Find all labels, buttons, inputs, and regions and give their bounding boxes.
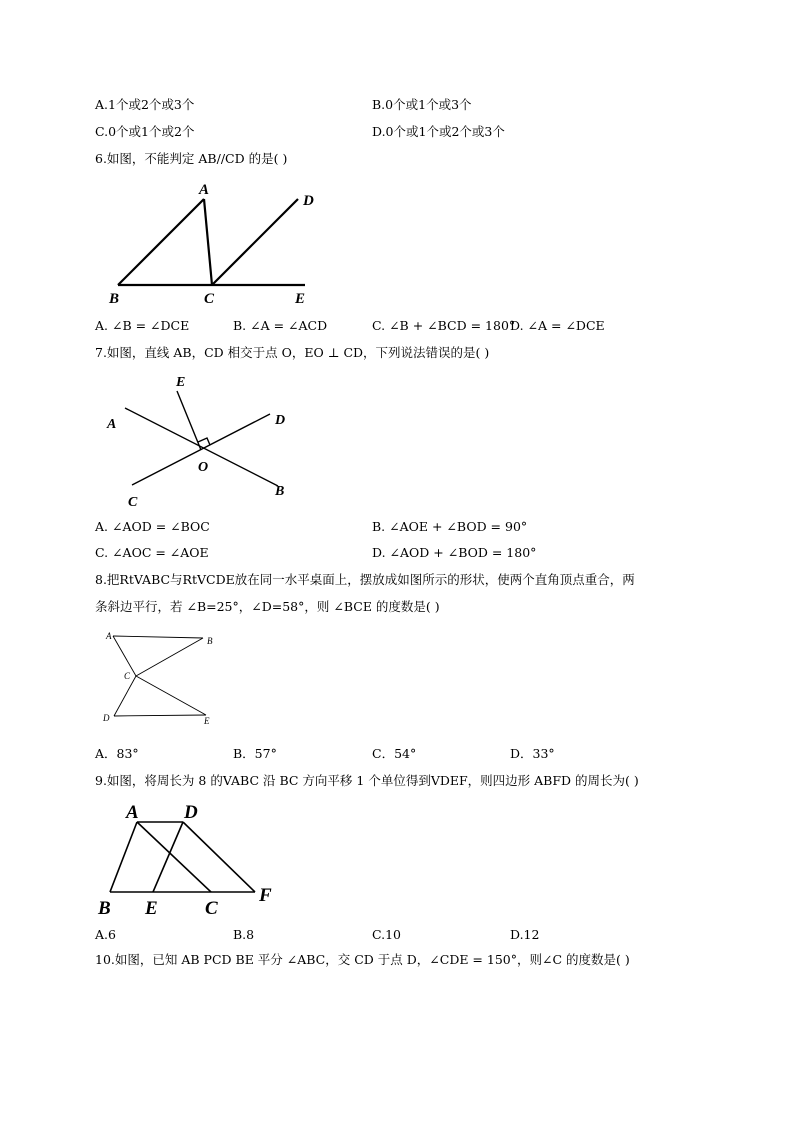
q7-option-b: B. ∠AOE + ∠BOD = 90°	[372, 519, 528, 534]
q8-option-a: A．83°	[95, 746, 139, 761]
q5-option-b: B.0个或1个或3个	[372, 97, 472, 112]
q6-option-b: B. ∠A = ∠ACD	[233, 318, 328, 333]
q7-option-a: A. ∠AOD = ∠BOC	[95, 519, 210, 534]
q8-option-c: C．54°	[372, 746, 417, 761]
q5-option-c: C.0个或1个或2个	[95, 124, 195, 139]
q7-stem: 7.如图，直线 AB，CD 相交于点 O，EO ⊥ CD，下列说法错误的是( )	[95, 345, 490, 360]
q6-label-b: B	[109, 291, 120, 307]
q8-label-e: E	[204, 716, 210, 726]
q9-label-f: F	[259, 885, 272, 906]
q8-figure	[100, 628, 225, 728]
q5-option-a: A.1个或2个或3个	[95, 97, 195, 112]
q8-label-b: B	[207, 636, 213, 646]
q7-figure	[100, 368, 300, 513]
q7-label-b: B	[275, 484, 285, 499]
q8-label-d: D	[103, 713, 110, 723]
q9-label-a: A	[126, 802, 139, 823]
q9-stem: 9.如图，将周长为 8 的VABC 沿 BC 方向平移 1 个单位得到VDEF，则四边形 ABFD 的周长为( )	[95, 773, 639, 788]
q6-label-a: A	[199, 182, 210, 198]
q7-label-e: E	[176, 375, 186, 390]
q8-label-a: A	[106, 631, 112, 641]
q9-label-b: B	[98, 898, 111, 919]
q6-option-c: C. ∠B + ∠BCD = 180°	[372, 318, 516, 333]
q9-option-b: B.8	[233, 927, 255, 942]
q9-option-c: C.10	[372, 927, 401, 942]
q6-label-c: C	[204, 291, 215, 307]
q10-stem: 10.如图，已知 AB PCD BE 平分 ∠ABC，交 CD 于点 D，∠CDE = 150°，则∠C 的度数是( )	[95, 952, 630, 967]
q9-label-c: C	[205, 898, 218, 919]
q9-figure	[95, 798, 280, 923]
q7-label-c: C	[128, 495, 138, 510]
q8-stem-line2: 条斜边平行，若 ∠B=25°，∠D=58°，则 ∠BCE 的度数是( )	[95, 599, 440, 614]
q9-option-d: D.12	[510, 927, 540, 942]
q7-label-o: O	[198, 460, 209, 475]
q7-option-c: C. ∠AOC = ∠AOE	[95, 545, 209, 560]
q6-label-d: D	[303, 193, 314, 209]
q5-option-d: D.0个或1个或2个或3个	[372, 124, 505, 139]
q7-label-a: A	[107, 417, 117, 432]
q6-stem: 6.如图，不能判定 AB//CD 的是( )	[95, 151, 288, 166]
q6-figure	[100, 175, 320, 310]
q9-label-d: D	[184, 802, 198, 823]
q8-option-d: D．33°	[510, 746, 555, 761]
q9-label-e: E	[145, 898, 158, 919]
q6-label-e: E	[295, 291, 306, 307]
q9-option-a: A.6	[95, 927, 116, 942]
q7-option-d: D. ∠AOD + ∠BOD = 180°	[372, 545, 537, 560]
q8-stem-line1: 8.把RtVABC与RtVCDE放在同一水平桌面上，摆放成如图所示的形状，使两个直角顶点重合，两	[95, 572, 635, 587]
q8-label-c: C	[124, 671, 131, 681]
q6-option-a: A. ∠B = ∠DCE	[95, 318, 190, 333]
q7-label-d: D	[275, 413, 286, 428]
q6-option-d: D. ∠A = ∠DCE	[510, 318, 605, 333]
q8-option-b: B．57°	[233, 746, 277, 761]
